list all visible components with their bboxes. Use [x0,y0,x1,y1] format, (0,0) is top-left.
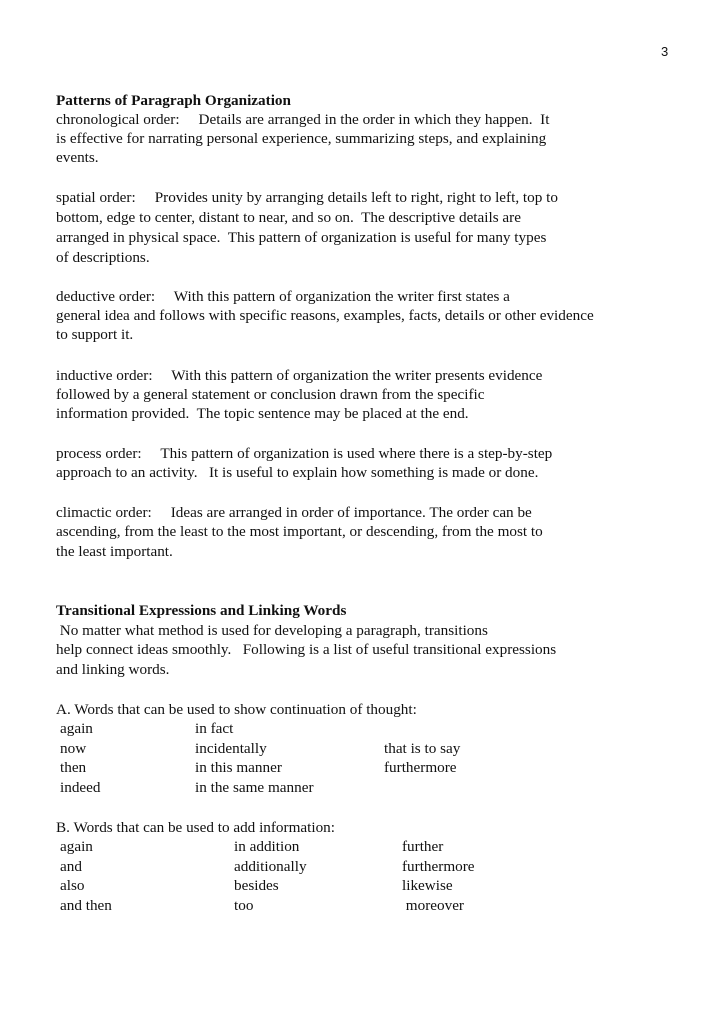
text-line: to support it. [56,326,134,343]
list-item: indeed [60,779,101,796]
list-item: additionally [234,858,307,875]
text-line: is effective for narrating personal experience, summarizing steps, and explaining [56,130,547,147]
list-item: then [60,759,87,776]
list-item: likewise [402,877,453,894]
list-item: and then [60,897,112,914]
text-line: bottom, edge to center, distant to near, and so on. The descriptive details are [56,209,521,226]
text-line: information provided. The topic sentence may be placed at the end. [56,405,469,422]
list-item: besides [234,877,279,894]
list-item: moreover [402,897,464,914]
section-heading-transitional-expressions: Transitional Expressions and Linking Words [56,602,347,619]
text-line: arranged in physical space. This pattern of organization is useful for many types [56,229,547,246]
page-number: 3 [661,44,669,59]
text-line: deductive order: With this pattern of organization the writer first states a [56,288,510,305]
list-item: again [60,838,93,855]
list-item: further [402,838,444,855]
text-line: followed by a general statement or conclusion drawn from the specific [56,386,485,403]
list-item: again [60,720,93,737]
text-line: approach to an activity. It is useful to explain how something is made or done. [56,464,539,481]
list-item: furthermore [402,858,475,875]
list-item: that is to say [384,740,461,757]
list-item: now [60,740,87,757]
text-line: inductive order: With this pattern of organization the writer presents evidence [56,367,543,384]
text-line: climactic order: Ideas are arranged in order of importance. The order can be [56,504,532,521]
text-line: and linking words. [56,661,170,678]
text-line: of descriptions. [56,249,150,266]
text-line: the least important. [56,543,173,560]
text-line: No matter what method is used for developing a paragraph, transitions [56,622,488,639]
text-line: process order: This pattern of organization is used where there is a step-by-step [56,445,553,462]
list-item: also [60,877,85,894]
list-item: furthermore [384,759,457,776]
list-item: in fact [195,720,234,737]
text-line: spatial order: Provides unity by arranging details left to right, right to left, top to [56,189,558,206]
text-line: chronological order: Details are arranged in the order in which they happen. It [56,111,550,128]
text-line: ascending, from the least to the most important, or descending, from the most to [56,523,543,540]
list-item: in this manner [195,759,282,776]
list-item: too [234,897,254,914]
list-item: and [60,858,82,875]
text-line: events. [56,149,99,166]
list-item: in the same manner [195,779,314,796]
text-line: general idea and follows with specific reasons, examples, facts, details or other evidence [56,307,594,324]
list-a-title: A. Words that can be used to show continuation of thought: [56,701,417,718]
text-line: help connect ideas smoothly. Following is a list of useful transitional expressions [56,641,557,658]
list-item: incidentally [195,740,267,757]
section-heading-paragraph-organization: Patterns of Paragraph Organization [56,92,291,109]
list-b-title: B. Words that can be used to add information: [56,819,335,836]
list-item: in addition [234,838,300,855]
